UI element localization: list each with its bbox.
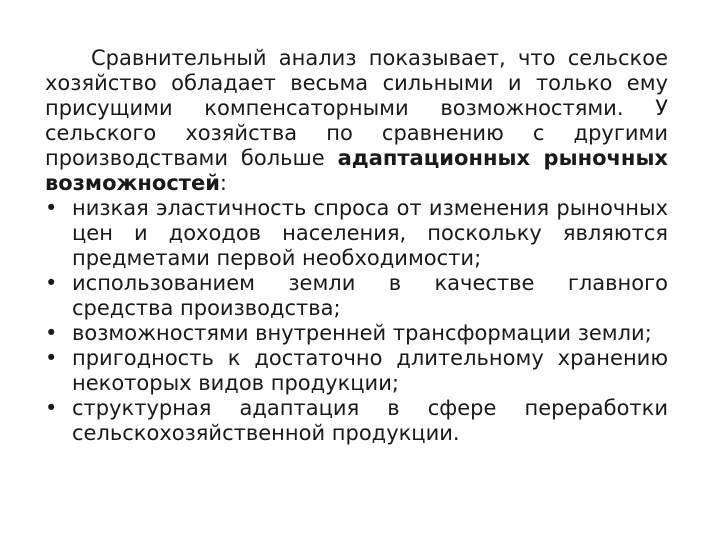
list-item-text: структурная адаптация в сфере переработки сельскохозяйственной продукции. xyxy=(72,396,668,445)
list-item xyxy=(45,346,668,396)
bullet-list xyxy=(45,196,668,446)
bullet-icon: • xyxy=(45,396,58,420)
list-item xyxy=(45,196,668,271)
intro-bold-phrase: адаптационных рыночных возможностей xyxy=(45,146,668,195)
list-item-text: низкая эластичность спроса от изменения рыночных цен и доходов населения, поскольку являются предметами первой необходимости; xyxy=(72,196,668,270)
list-item-text: пригодность к достаточно длительному хранению некоторых видов продукции; xyxy=(72,346,668,395)
bullet-icon: • xyxy=(45,271,58,295)
intro-text: Сравнительный анализ показывает, что сельское хозяйство обладает весьма сильными и только ему присущими компенсаторными возможностями. У сельского хозяйства по сравнению с другими производствами больше xyxy=(45,46,668,170)
bullet-icon: • xyxy=(45,346,58,370)
bullet-icon: • xyxy=(45,321,58,345)
list-item xyxy=(45,321,668,346)
intro-paragraph xyxy=(45,46,668,196)
intro-colon: : xyxy=(219,171,227,195)
list-item xyxy=(45,396,668,446)
bullet-icon: • xyxy=(45,196,58,220)
list-item xyxy=(45,271,668,321)
list-item-text: использованием земли в качестве главного средства производства; xyxy=(72,271,668,320)
list-item-text: возможностями внутренней трансформации земли; xyxy=(72,321,652,345)
